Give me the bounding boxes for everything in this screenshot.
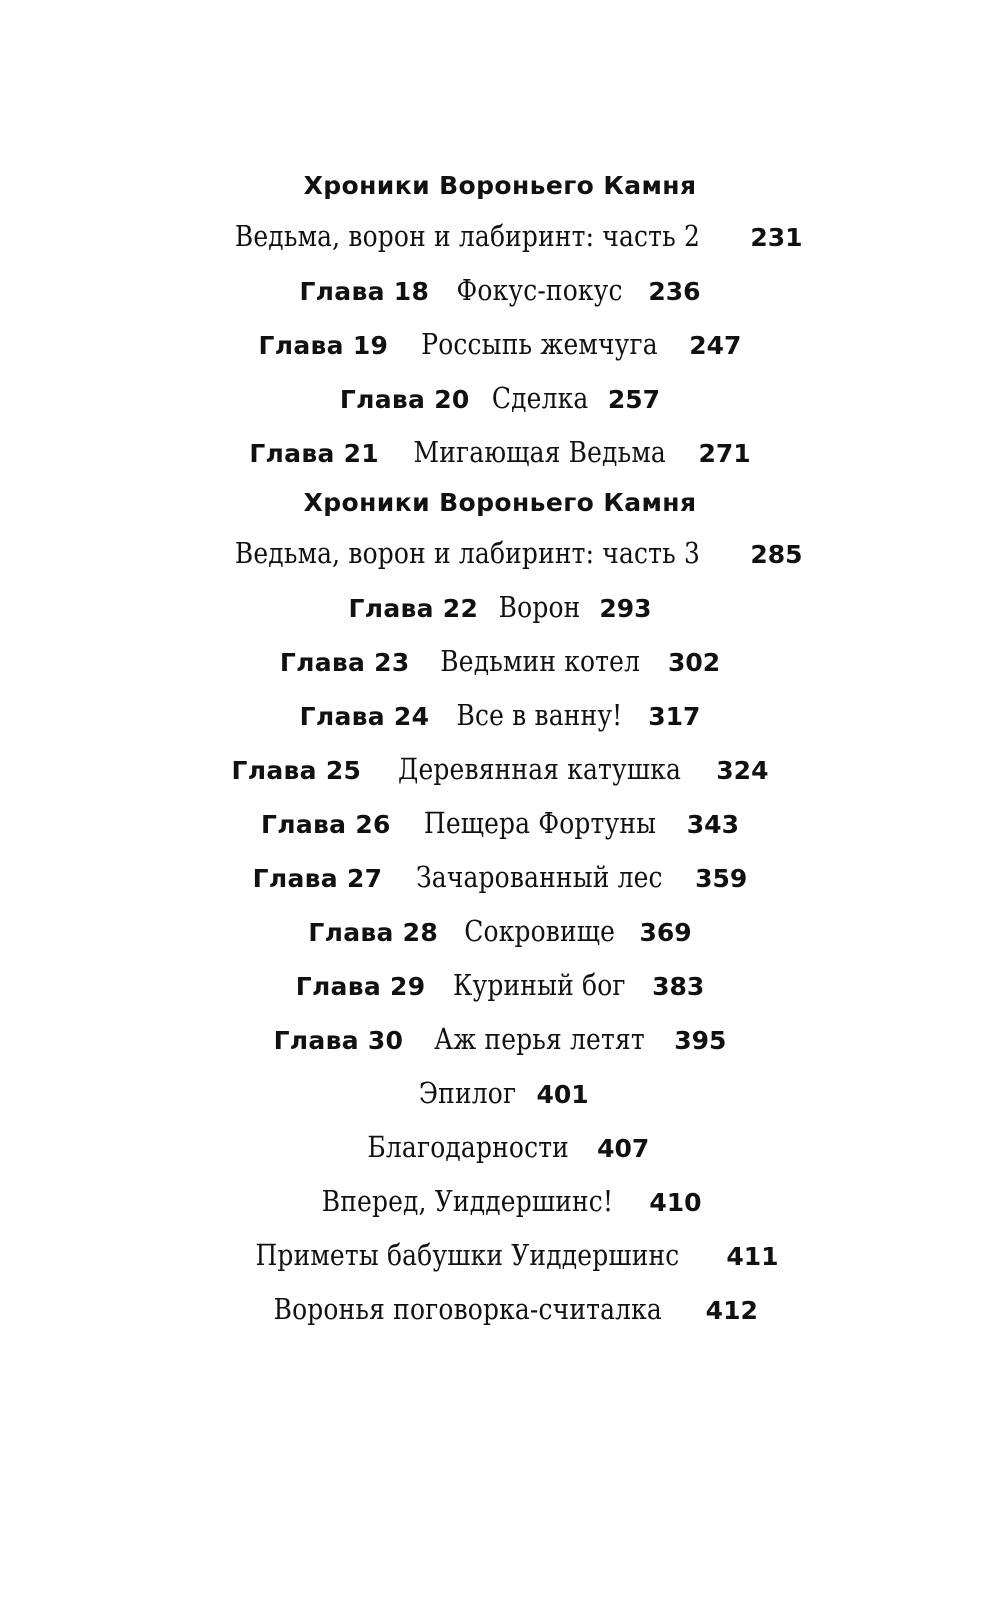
toc-entry <box>0 850 1000 904</box>
section-heading: Хроники Вороньего Камня <box>303 171 697 200</box>
page-number: 412 <box>705 1296 758 1325</box>
back-matter-title: Приметы бабушки Уиддершинс <box>255 1238 680 1272</box>
chapter-number: Глава 27 <box>252 864 383 893</box>
page-number: 271 <box>698 439 751 468</box>
chapter-number: Глава 29 <box>295 972 426 1001</box>
chapter-title: Пещера Фортуны <box>423 806 656 840</box>
section-title: Ведьма, ворон и лабиринт: часть 2 <box>235 219 701 253</box>
page-number: 343 <box>686 810 739 839</box>
toc-entry <box>0 958 1000 1012</box>
chapter-title: Ведьмин котел <box>439 644 640 678</box>
chapter-number: Глава 21 <box>249 439 380 468</box>
toc-entry <box>0 580 1000 634</box>
page-number: 383 <box>652 972 705 1001</box>
chapter-number: Глава 28 <box>308 918 439 947</box>
chapter-number: Глава 23 <box>279 648 410 677</box>
toc-entry <box>0 1228 1000 1282</box>
toc-entry <box>0 1066 1000 1120</box>
page-number: 401 <box>536 1080 589 1109</box>
chapter-title: Ворон <box>498 590 581 624</box>
toc-entry <box>0 317 1000 371</box>
section-heading-row <box>0 162 1000 209</box>
page-number: 231 <box>750 223 803 252</box>
back-matter-title: Воронья поговорка-считалка <box>273 1292 663 1326</box>
toc-entry <box>0 688 1000 742</box>
toc-entry <box>0 371 1000 425</box>
toc-entry <box>0 1012 1000 1066</box>
chapter-title: Мигающая Ведьма <box>413 435 666 469</box>
section-title: Ведьма, ворон и лабиринт: часть 3 <box>235 536 701 570</box>
back-matter-title: Вперед, Уиддершинс! <box>322 1184 614 1218</box>
chapter-number: Глава 20 <box>339 385 470 414</box>
page-number: 285 <box>750 540 803 569</box>
chapter-number: Глава 18 <box>299 277 430 306</box>
page-number: 410 <box>649 1188 702 1217</box>
toc-entry <box>0 742 1000 796</box>
section-heading-row <box>0 479 1000 526</box>
chapter-title: Зачарованный лес <box>416 860 664 894</box>
section-heading: Хроники Вороньего Камня <box>303 488 697 517</box>
chapter-title: Сокровище <box>464 914 616 948</box>
section-title-row <box>0 526 1000 580</box>
chapter-number: Глава 30 <box>273 1026 404 1055</box>
chapter-number: Глава 26 <box>261 810 391 839</box>
toc-entry <box>0 1282 1000 1336</box>
page-number: 236 <box>648 277 701 306</box>
chapter-title: Куриный бог <box>453 968 627 1002</box>
chapter-number: Глава 24 <box>299 702 430 731</box>
page-number: 359 <box>695 864 748 893</box>
chapter-title: Деревянная катушка <box>398 752 682 786</box>
chapter-title: Фокус-покус <box>456 273 623 307</box>
page-number: 369 <box>639 918 692 947</box>
toc-entry <box>0 634 1000 688</box>
page-number: 293 <box>599 594 652 623</box>
chapter-number: Глава 25 <box>231 756 362 785</box>
toc-entry <box>0 796 1000 850</box>
chapter-title: Россыпь жемчуга <box>421 327 658 361</box>
page-number: 324 <box>716 756 769 785</box>
toc-entry <box>0 263 1000 317</box>
toc-entry <box>0 425 1000 479</box>
back-matter-title: Благодарности <box>367 1130 569 1164</box>
chapter-title: Аж перья летят <box>434 1022 646 1056</box>
toc-entry <box>0 1174 1000 1228</box>
page-number: 257 <box>607 385 661 414</box>
page-number: 411 <box>726 1242 779 1271</box>
toc-entry <box>0 904 1000 958</box>
page-number: 317 <box>648 702 701 731</box>
toc-entry <box>0 1120 1000 1174</box>
chapter-number: Глава 22 <box>348 594 479 623</box>
chapter-title: Все в ванну! <box>456 698 623 732</box>
page-number: 407 <box>597 1134 650 1163</box>
chapter-title: Сделка <box>491 381 589 415</box>
table-of-contents <box>0 162 1000 1336</box>
page-number: 395 <box>674 1026 727 1055</box>
page-number: 302 <box>667 648 721 677</box>
back-matter-title: Эпилог <box>419 1076 517 1110</box>
section-title-row <box>0 209 1000 263</box>
page-number: 247 <box>689 331 742 360</box>
chapter-number: Глава 19 <box>258 331 389 360</box>
